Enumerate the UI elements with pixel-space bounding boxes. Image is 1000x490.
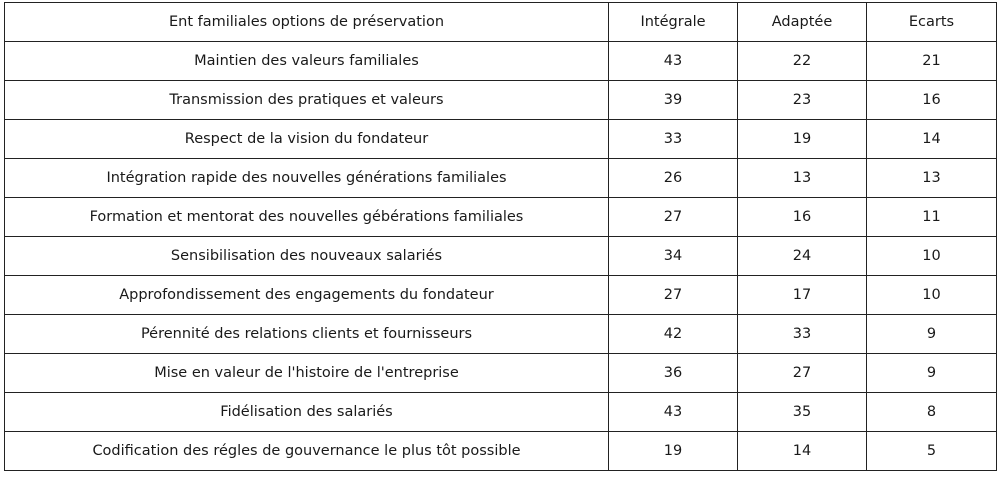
row-label: Intégration rapide des nouvelles générations familiales (5, 159, 609, 198)
table-row (5, 315, 997, 354)
row-label: Codification des régles de gouvernance le plus tôt possible (5, 432, 609, 471)
cell-integrale: 33 (609, 120, 738, 159)
cell-ecarts: 16 (867, 81, 997, 120)
table-row (5, 81, 997, 120)
cell-adaptee: 33 (738, 315, 867, 354)
cell-integrale: 43 (609, 393, 738, 432)
cell-adaptee: 27 (738, 354, 867, 393)
table-row (5, 120, 997, 159)
row-label: Respect de la vision du fondateur (5, 120, 609, 159)
cell-adaptee: 16 (738, 198, 867, 237)
row-label: Sensibilisation des nouveaux salariés (5, 237, 609, 276)
cell-adaptee: 13 (738, 159, 867, 198)
row-label: Fidélisation des salariés (5, 393, 609, 432)
cell-adaptee: 14 (738, 432, 867, 471)
cell-ecarts: 10 (867, 276, 997, 315)
cell-ecarts: 13 (867, 159, 997, 198)
row-label: Pérennité des relations clients et fournisseurs (5, 315, 609, 354)
cell-ecarts: 21 (867, 42, 997, 81)
header-ecarts: Ecarts (867, 3, 997, 42)
cell-adaptee: 35 (738, 393, 867, 432)
cell-ecarts: 14 (867, 120, 997, 159)
cell-ecarts: 9 (867, 315, 997, 354)
table-row (5, 354, 997, 393)
cell-integrale: 27 (609, 198, 738, 237)
header-adaptee: Adaptée (738, 3, 867, 42)
cell-adaptee: 24 (738, 237, 867, 276)
preservation-options-table-container (4, 2, 997, 471)
cell-ecarts: 9 (867, 354, 997, 393)
cell-integrale: 36 (609, 354, 738, 393)
table-row (5, 42, 997, 81)
cell-adaptee: 23 (738, 81, 867, 120)
cell-integrale: 39 (609, 81, 738, 120)
table-row (5, 159, 997, 198)
cell-integrale: 19 (609, 432, 738, 471)
header-options: Ent familiales options de préservation (5, 3, 609, 42)
cell-ecarts: 5 (867, 432, 997, 471)
row-label: Mise en valeur de l'histoire de l'entreprise (5, 354, 609, 393)
cell-ecarts: 10 (867, 237, 997, 276)
table-row (5, 276, 997, 315)
cell-adaptee: 22 (738, 42, 867, 81)
row-label: Transmission des pratiques et valeurs (5, 81, 609, 120)
cell-adaptee: 19 (738, 120, 867, 159)
table-row (5, 237, 997, 276)
header-integrale: Intégrale (609, 3, 738, 42)
table-header-row (5, 3, 997, 42)
cell-integrale: 42 (609, 315, 738, 354)
cell-integrale: 43 (609, 42, 738, 81)
cell-ecarts: 8 (867, 393, 997, 432)
table-row (5, 393, 997, 432)
row-label: Maintien des valeurs familiales (5, 42, 609, 81)
table-row (5, 432, 997, 471)
cell-ecarts: 11 (867, 198, 997, 237)
cell-integrale: 27 (609, 276, 738, 315)
cell-integrale: 26 (609, 159, 738, 198)
preservation-options-table (4, 2, 997, 471)
cell-integrale: 34 (609, 237, 738, 276)
table-row (5, 198, 997, 237)
row-label: Formation et mentorat des nouvelles gébérations familiales (5, 198, 609, 237)
cell-adaptee: 17 (738, 276, 867, 315)
row-label: Approfondissement des engagements du fondateur (5, 276, 609, 315)
